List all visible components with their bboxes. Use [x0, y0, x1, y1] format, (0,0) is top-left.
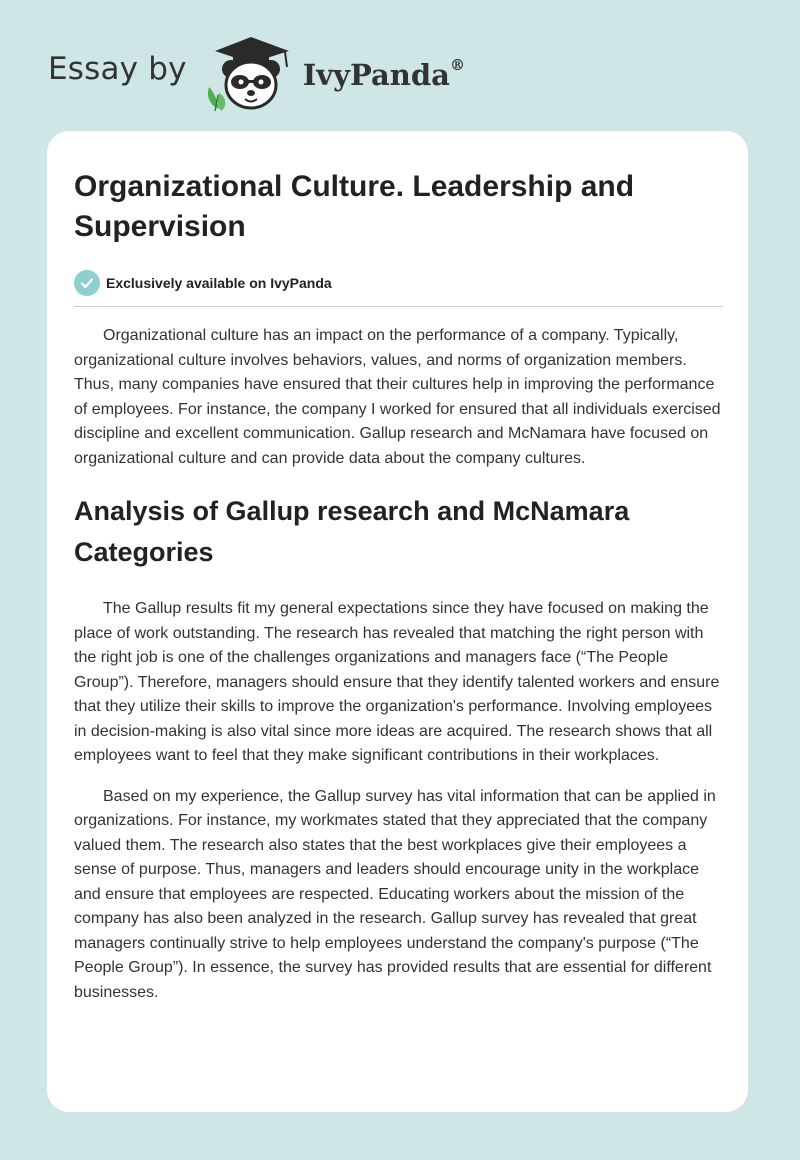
exclusive-badge-text: Exclusively available on IvyPanda [106, 275, 332, 291]
section-heading: Analysis of Gallup research and McNamara Categories [74, 496, 630, 567]
panda-graduate-icon[interactable] [205, 35, 297, 115]
paragraph-intro: Organizational culture has an impact on the performance of a company. Typically, organizational culture involves behaviors, values, and norms of organization members. Thus, many companies have ensured that their cultures help in improving the performance of employees. For instance, the company I worked for ensured that all individuals exercised discipline and excellent communication. Gallup research and McNamara have focused on organizational culture and can provide data about the company cultures. [74, 327, 721, 467]
brand-name-text: IvyPanda [302, 58, 450, 92]
essay-by-label: Essay by [48, 51, 187, 87]
essay-title: Organizational Culture. Leadership and Supervision [74, 170, 635, 243]
check-icon [74, 270, 100, 296]
registered-mark: ® [449, 56, 465, 75]
brand-name[interactable] [303, 58, 465, 92]
site-header [48, 30, 465, 120]
paragraph-experience: Based on my experience, the Gallup survey has vital information that can be applied in organizations. For instance, my workmates stated that they appreciated that the company valued them. The research also states that the best workplaces give their employees a sense of purpose. Thus, managers and leaders should encourage unity in the workplace and ensure that employees are respected. Educating workers about the mission of the company has also been analyzed in the research. Gallup survey has revealed that great managers continually strive to help employees understand the company's purpose (“The People Group”). In essence, the survey has provided results that are essential for different businesses. [74, 787, 716, 1001]
essay-card [47, 131, 748, 1112]
essay-content [74, 167, 723, 1005]
title-divider [74, 306, 723, 307]
exclusive-badge [74, 269, 723, 297]
paragraph-gallup-results: The Gallup results fit my general expectations since they have focused on making the place of work outstanding. The research has revealed that matching the right person with the right job is one of the challenges organizations and managers face (“The People Group”). Therefore, managers should ensure that they identify talented workers and ensure that they utilize their skills to improve the organization's performance. Involving employees in decision-making is also vital since more ideas are acquired. The research shows that all employees want to feel that they make significant contributions in their workplaces. [74, 600, 720, 764]
